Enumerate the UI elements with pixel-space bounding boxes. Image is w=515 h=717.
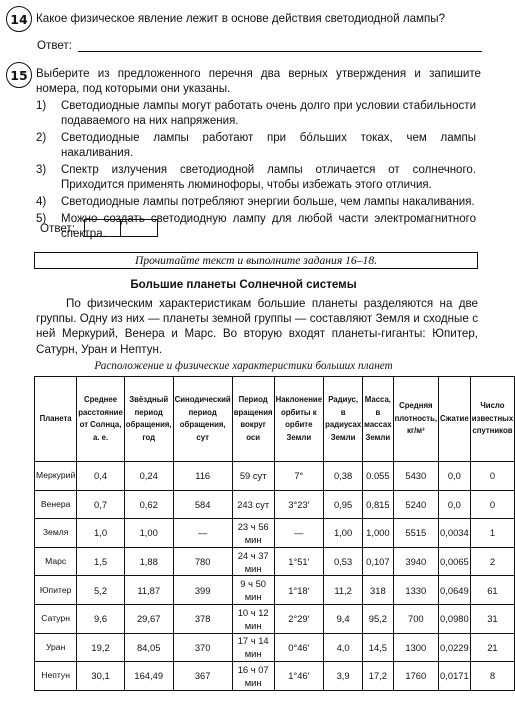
question-15-number: 15 (6, 62, 32, 88)
option-item (36, 131, 476, 161)
planets-table (34, 376, 515, 691)
question-14-answer-label: Ответ: (37, 39, 72, 52)
article-body: По физическим характеристикам большие планеты разделяются на две группы. Одну из них — планеты земной группы — составляют Земля и сходные с ней Меркурий, Венера и Марс. Во вторую входят планеты-гиганты: Юпитер, Сатурн, Уран и Нептун. (36, 297, 478, 356)
option-text: Можно создать светодиодную лампу для любой части электромагнитного спектра. (61, 212, 476, 240)
table-cell: 1,88 (124, 547, 173, 576)
table-cell: 0,0 (439, 490, 471, 519)
table-cell: 21 (470, 633, 514, 662)
table-cell: 16 ч 07 мин (232, 662, 274, 691)
table-row (35, 462, 515, 491)
table-cell: 0,38 (324, 462, 363, 491)
table-cell: Нептун (35, 662, 77, 691)
table-cell: Венера (35, 490, 77, 519)
table-cell: 0,0065 (439, 547, 471, 576)
table-cell: 1,000 (363, 519, 393, 548)
table-cell: 116 (173, 462, 232, 491)
table-cell: 0,53 (324, 547, 363, 576)
header-density: Средняя плотность, кг/м³ (393, 377, 438, 462)
table-cell: Земля (35, 519, 77, 548)
table-cell: 9 ч 50 мин (232, 576, 274, 605)
option-item (36, 163, 476, 193)
table-cell: 11,87 (124, 576, 173, 605)
table-cell: 23 ч 56 мин (232, 519, 274, 548)
table-cell: 0,0649 (439, 576, 471, 605)
table-cell: 17,2 (363, 662, 393, 691)
table-cell: 7° (274, 462, 323, 491)
table-cell: 0 (470, 490, 514, 519)
table-cell: 1,00 (124, 519, 173, 548)
table-cell: 584 (173, 490, 232, 519)
table-cell: 1330 (393, 576, 438, 605)
answer-box-1[interactable] (84, 219, 121, 237)
table-cell: 1°46′ (274, 662, 323, 691)
table-cell: — (274, 519, 323, 548)
option-text: Спектр излучения светодиодной лампы отличается от солнечного. Приходится применять люминофоры, чтобы избежать этого отличия. (61, 164, 476, 192)
table-cell: 367 (173, 662, 232, 691)
table-cell: 378 (173, 604, 232, 633)
table-row (35, 604, 515, 633)
table-cell: 1,0 (77, 519, 125, 548)
option-number: 3) (36, 164, 47, 176)
table-cell: 5,2 (77, 576, 125, 605)
table-cell: 0,7 (77, 490, 125, 519)
option-text: Светодиодные лампы могут работать очень долго при условии стабильности подаваемого на них напряжения. (61, 100, 476, 128)
table-cell: 1°51′ (274, 547, 323, 576)
answer-box-2[interactable] (121, 219, 158, 237)
question-14-answer-field[interactable] (78, 51, 482, 52)
table-cell: 31 (470, 604, 514, 633)
table-cell: 2 (470, 547, 514, 576)
table-cell: 14,5 (363, 633, 393, 662)
table-cell: 11,2 (324, 576, 363, 605)
table-cell: 9,6 (77, 604, 125, 633)
header-distance: Среднее расстояние от Солнца, а. е. (77, 377, 125, 462)
table-cell: 24 ч 37 мин (232, 547, 274, 576)
table-cell: 0.055 (363, 462, 393, 491)
option-number: 2) (36, 132, 47, 144)
table-cell: 1,5 (77, 547, 125, 576)
table-caption: Расположение и физические характеристики больших планет (94, 360, 393, 372)
option-number: 5) (36, 212, 47, 225)
option-item (36, 195, 476, 210)
table-cell: 19,2 (77, 633, 125, 662)
header-sidereal-period: Звёздный период обращения, год (124, 377, 173, 462)
table-cell: 0,4 (77, 462, 125, 491)
table-row (35, 633, 515, 662)
table-cell: Юпитер (35, 576, 77, 605)
table-cell: 5240 (393, 490, 438, 519)
table-cell: 1300 (393, 633, 438, 662)
table-cell: 3940 (393, 547, 438, 576)
table-cell: 8 (470, 662, 514, 691)
table-cell: 1°18′ (274, 576, 323, 605)
table-row (35, 547, 515, 576)
table-cell: 1,00 (324, 519, 363, 548)
question-15-answer-boxes (84, 219, 158, 237)
table-cell: Марс (35, 547, 77, 576)
table-cell: — (173, 519, 232, 548)
table-cell: 3,9 (324, 662, 363, 691)
table-cell: 0,0229 (439, 633, 471, 662)
table-cell: Меркурий (35, 462, 77, 491)
table-cell: 399 (173, 576, 232, 605)
option-number: 1) (36, 100, 47, 112)
header-rotation-period: Период вращения вокруг оси (232, 377, 274, 462)
header-mass: Масса, в массах Земли (363, 377, 393, 462)
table-cell: 9,4 (324, 604, 363, 633)
option-text: Светодиодные лампы работают при бо́льших токах, чем лампы накаливания. (61, 132, 476, 160)
table-cell: 0,0171 (439, 662, 471, 691)
table-cell: 164,49 (124, 662, 173, 691)
table-row (35, 519, 515, 548)
table-cell: 29,67 (124, 604, 173, 633)
table-cell: 30,1 (77, 662, 125, 691)
table-cell: 95,2 (363, 604, 393, 633)
table-cell: 0°46′ (274, 633, 323, 662)
header-satellites: Число известных спутников (470, 377, 514, 462)
question-15-text: Выберите из предложенного перечня два верных утверждения и запишите номера, под которыми они указаны. (36, 67, 481, 96)
table-row (35, 662, 515, 691)
table-header-row (35, 377, 515, 462)
table-row (35, 576, 515, 605)
table-cell: 243 сут (232, 490, 274, 519)
table-cell: 84,05 (124, 633, 173, 662)
table-cell: 318 (363, 576, 393, 605)
question-14-text: Какое физическое явление лежит в основе действия светодиодной лампы? (36, 12, 446, 25)
option-text: Светодиодные лампы потребляют энергии больше, чем лампы накаливания. (61, 196, 475, 208)
question-14-number: 14 (6, 6, 32, 32)
header-flattening: Сжатие (439, 377, 471, 462)
table-cell: 1760 (393, 662, 438, 691)
instruction-banner: Прочитайте текст и выполните задания 16–18. (34, 252, 478, 269)
table-cell: Уран (35, 633, 77, 662)
table-cell: 3°23′ (274, 490, 323, 519)
table-cell: 61 (470, 576, 514, 605)
article-title: Большие планеты Солнечной системы (130, 278, 357, 291)
table-cell: 10 ч 12 мин (232, 604, 274, 633)
table-cell: 700 (393, 604, 438, 633)
table-cell: 5515 (393, 519, 438, 548)
table-cell: 0,24 (124, 462, 173, 491)
option-number: 4) (36, 196, 47, 208)
table-cell: 17 ч 14 мин (232, 633, 274, 662)
table-cell: 1 (470, 519, 514, 548)
table-cell: 0,0 (439, 462, 471, 491)
table-cell: 0,95 (324, 490, 363, 519)
table-cell: 0,107 (363, 547, 393, 576)
table-cell: 4,0 (324, 633, 363, 662)
table-cell: 2°29′ (274, 604, 323, 633)
table-cell: Сатурн (35, 604, 77, 633)
header-planet: Планета (35, 377, 77, 462)
table-cell: 0,815 (363, 490, 393, 519)
table-cell: 59 сут (232, 462, 274, 491)
table-cell: 370 (173, 633, 232, 662)
option-item (36, 99, 476, 129)
table-cell: 0,0034 (439, 519, 471, 548)
table-body (35, 462, 515, 691)
header-inclination: Наклонение орбиты к орбите Земли (274, 377, 323, 462)
table-cell: 780 (173, 547, 232, 576)
table-cell: 0 (470, 462, 514, 491)
table-row (35, 490, 515, 519)
header-radius: Радиус, в радиусах Земли (324, 377, 363, 462)
table-cell: 5430 (393, 462, 438, 491)
header-synodic-period: Синодический период обращения, сут (173, 377, 232, 462)
table-cell: 0,0980 (439, 604, 471, 633)
table-cell: 0,62 (124, 490, 173, 519)
question-15-answer-label: Ответ: (40, 222, 75, 235)
